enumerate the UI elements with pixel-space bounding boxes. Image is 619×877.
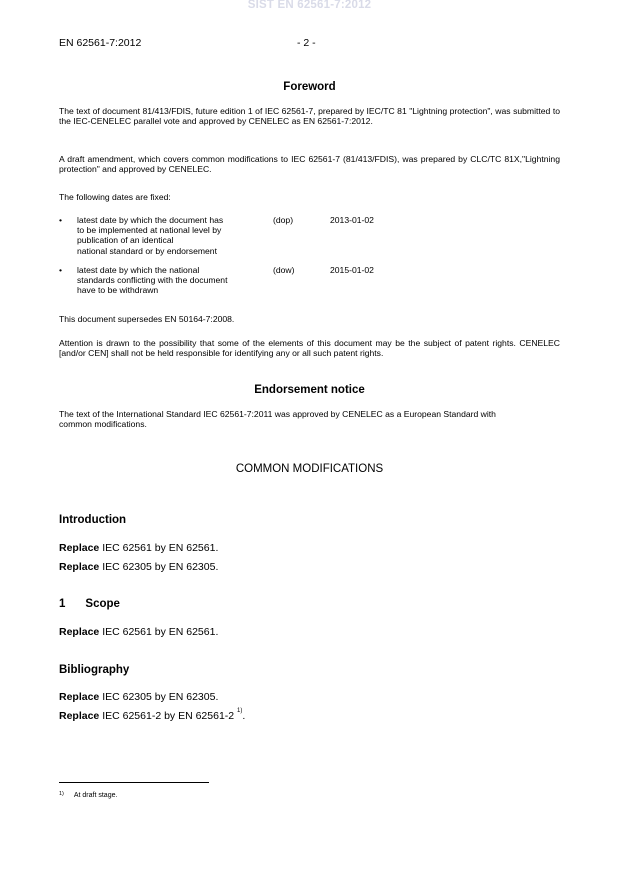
- dates-item-text: latest date by which the document has to be implemented at national level by publication of an identical national standard or by endorsement: [77, 215, 224, 256]
- footnote: [59, 792, 117, 799]
- bibliography-heading: Bibliography: [59, 664, 130, 676]
- scope-item-1: Replace IEC 62561 by EN 62561.: [59, 626, 219, 638]
- dates-item-date: 2015-01-02: [330, 265, 374, 275]
- patent-attention: Attention is drawn to the possibility that some of the elements of this document may be the subject of patent rights. CENELEC [and/or CEN] shall not be held responsible for identifying any or all such patent rights.: [59, 338, 560, 359]
- page-number: - 2 -: [297, 37, 316, 49]
- introduction-item-1: Replace IEC 62561 by EN 62561.: [59, 542, 219, 554]
- dates-item-code: (dop): [273, 215, 294, 225]
- footnote-separator: [59, 782, 209, 783]
- supersedes-note: This document supersedes EN 50164-7:2008.: [59, 314, 235, 324]
- foreword-paragraph-1: The text of document 81/413/FDIS, future edition 1 of IEC 62561-7, prepared by IEC/TC 81 "Lightning protection", was submitted to the IEC-CENELEC parallel vote and approved by CENELEC as EN 62561-7:2012.: [59, 106, 560, 127]
- scope-heading: 1 Scope: [59, 598, 120, 610]
- endorsement-title: Endorsement notice: [254, 384, 365, 396]
- watermark: SIST EN 62561-7:2012: [247, 0, 372, 11]
- dates-item-code: (dow): [273, 265, 295, 275]
- common-modifications-title: COMMON MODIFICATIONS: [235, 463, 384, 475]
- dates-item-text: latest date by which the national standards conflicting with the document have to be withdrawn: [77, 265, 228, 296]
- bullet-icon: •: [59, 265, 63, 275]
- introduction-heading: Introduction: [59, 514, 127, 526]
- foreword-paragraph-2: A draft amendment, which covers common modifications to IEC 62561-7 (81/413/FDIS), was prepared by CLC/TC 81X,"Lightning protection" and approved by CENELEC.: [59, 154, 560, 175]
- dates-item-date: 2013-01-02: [330, 215, 374, 225]
- document-id: EN 62561-7:2012: [59, 37, 142, 49]
- introduction-item-2: Replace IEC 62305 by EN 62305.: [59, 561, 219, 573]
- bullet-icon: •: [59, 215, 63, 225]
- dates-intro: The following dates are fixed:: [59, 192, 171, 202]
- bibliography-item-1: Replace IEC 62305 by EN 62305.: [59, 691, 219, 703]
- footnote-text: At draft stage.: [73, 792, 118, 799]
- footnote-mark: 1): [59, 791, 64, 797]
- foreword-title: Foreword: [283, 81, 336, 93]
- footnote-reference[interactable]: 1): [237, 708, 243, 714]
- bibliography-item-2: Replace IEC 62561-2 by EN 62561-2 $^{1)}$.: [59, 708, 246, 722]
- endorsement-text: The text of the International Standard IEC 62561-7:2011 was approved by CENELEC as a European Standard with common modifications.: [59, 409, 496, 430]
